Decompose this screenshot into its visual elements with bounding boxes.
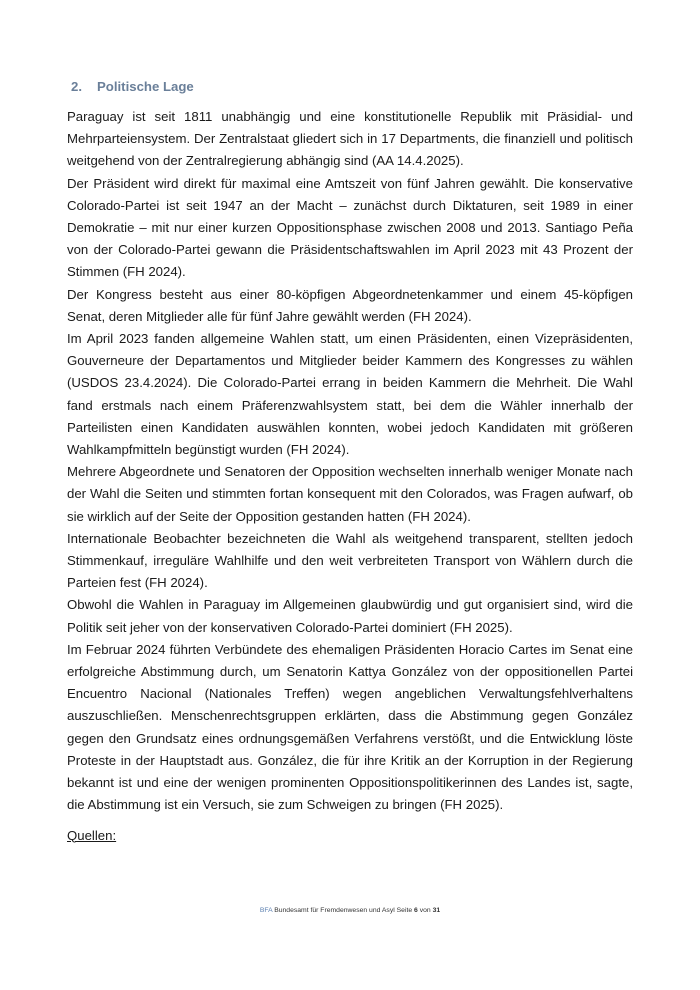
footer-page-word: Seite [396, 907, 413, 914]
footer-page-current: 6 [414, 907, 418, 914]
paragraph-observers: Internationale Beobachter bezeichneten die Wahl als weitgehend transparent, stellten jedoch Stimmenkauf, irreguläre Wahlhilfe und den weit verbreiteten Transport von Wählern durch die Parteien fest (FH 2024). [67, 530, 633, 591]
paragraph-opposition-switch: Mehrere Abgeordnete und Senatoren der Opposition wechselten innerhalb weniger Monate nach der Wahl die Seiten und stimmten fortan konsequent mit den Colorados, was Fragen aufwarf, ob sie wirklich auf der Seite der Opposition gestanden hatten (FH 2024). [67, 464, 633, 524]
paragraph-independence: Paraguay ist seit 1811 unabhängig und eine konstitutionelle Republik mit Präsidial- und Mehrparteiensystem. Der Zentralstaat gliedert sich in 17 Departments, die finanziell und politisch weitgehend von der Zentralregierung abhängig sind (AA 14.4.2025). [67, 109, 633, 169]
paragraph-congress: Der Kongress besteht aus einer 80-köpfigen Abgeordnetenkammer und einem 45-köpfigen Senat, deren Mitglieder alle für fünf Jahre gewählt werden (FH 2024). [67, 286, 633, 324]
section-heading [71, 77, 633, 97]
page-footer [0, 906, 700, 916]
section-number: 2. [71, 79, 82, 94]
footer-of-word: von [419, 907, 431, 914]
paragraph-president: Der Präsident wird direkt für maximal eine Amtszeit von fünf Jahren gewählt. Die konservative Colorado-Partei ist seit 1947 an der Macht – zunächst durch Diktaturen, seit 1989 in einer Demokratie – mit nur einer kurzen Oppositionsphase zwischen 2008 und 2013. Santiago Peña von der Colorado-Partei gewann die Präsidentschaftswahlen im April 2023 mit 43 Prozent der Stimmen (FH 2024). [67, 175, 633, 280]
footer-org: Bundesamt für Fremdenwesen und Asyl [274, 907, 395, 914]
paragraph-colorado-dominance: Obwohl die Wahlen in Paraguay im Allgemeinen glaubwürdig und gut organisiert sind, wird die Politik seit jeher von der konservativen Colorado-Partei dominiert (FH 2025). [67, 597, 633, 635]
footer-page-total: 31 [432, 907, 441, 914]
document-page [67, 77, 633, 847]
section-title: Politische Lage [97, 79, 194, 94]
footer-brand: BFA [259, 907, 273, 914]
sources-heading: Quellen: [67, 827, 117, 843]
paragraph-elections-2023: Im April 2023 fanden allgemeine Wahlen statt, um einen Präsidenten, einen Vizepräsidenten, Gouverneure der Departamentos und Mitglieder beider Kammern des Kongresses zu wählen (USDOS 23.4.2024). Die Colorado-Partei errang in beiden Kammern die Mehrheit. Die Wahl fand erstmals nach einem Präferenzwahlsystem statt, bei dem die Wähler innerhalb der Parteilisten einen Kandidaten auswählen konnten, wobei jedoch Kandidaten mit größeren Wahlkampfmitteln begünstigt wurden (FH 2024). [67, 331, 633, 458]
paragraph-gonzalez-expulsion: Im Februar 2024 führten Verbündete des ehemaligen Präsidenten Horacio Cartes im Senat eine erfolgreiche Abstimmung durch, um Senatorin Kattya González von der oppositionellen Partei Encuentro Nacional (Nationales Treffen) wegen angeblichen Verwaltungsfehlverhaltens auszuschließen. Menschenrechtsgruppen erklärten, dass die Abstimmung gegen González gegen den Grundsatz eines ordnungsgemäßen Verfahrens verstößt, und die Entwicklung löste Proteste in der Hauptstadt aus. González, die für ihre Kritik an der Korruption in der Regierung bekannt ist und eine der wenigen prominenten Oppositionspolitikerinnen des Landes ist, sagte, die Abstimmung ist ein Versuch, sie zum Schweigen zu bringen (FH 2025). [67, 641, 633, 813]
